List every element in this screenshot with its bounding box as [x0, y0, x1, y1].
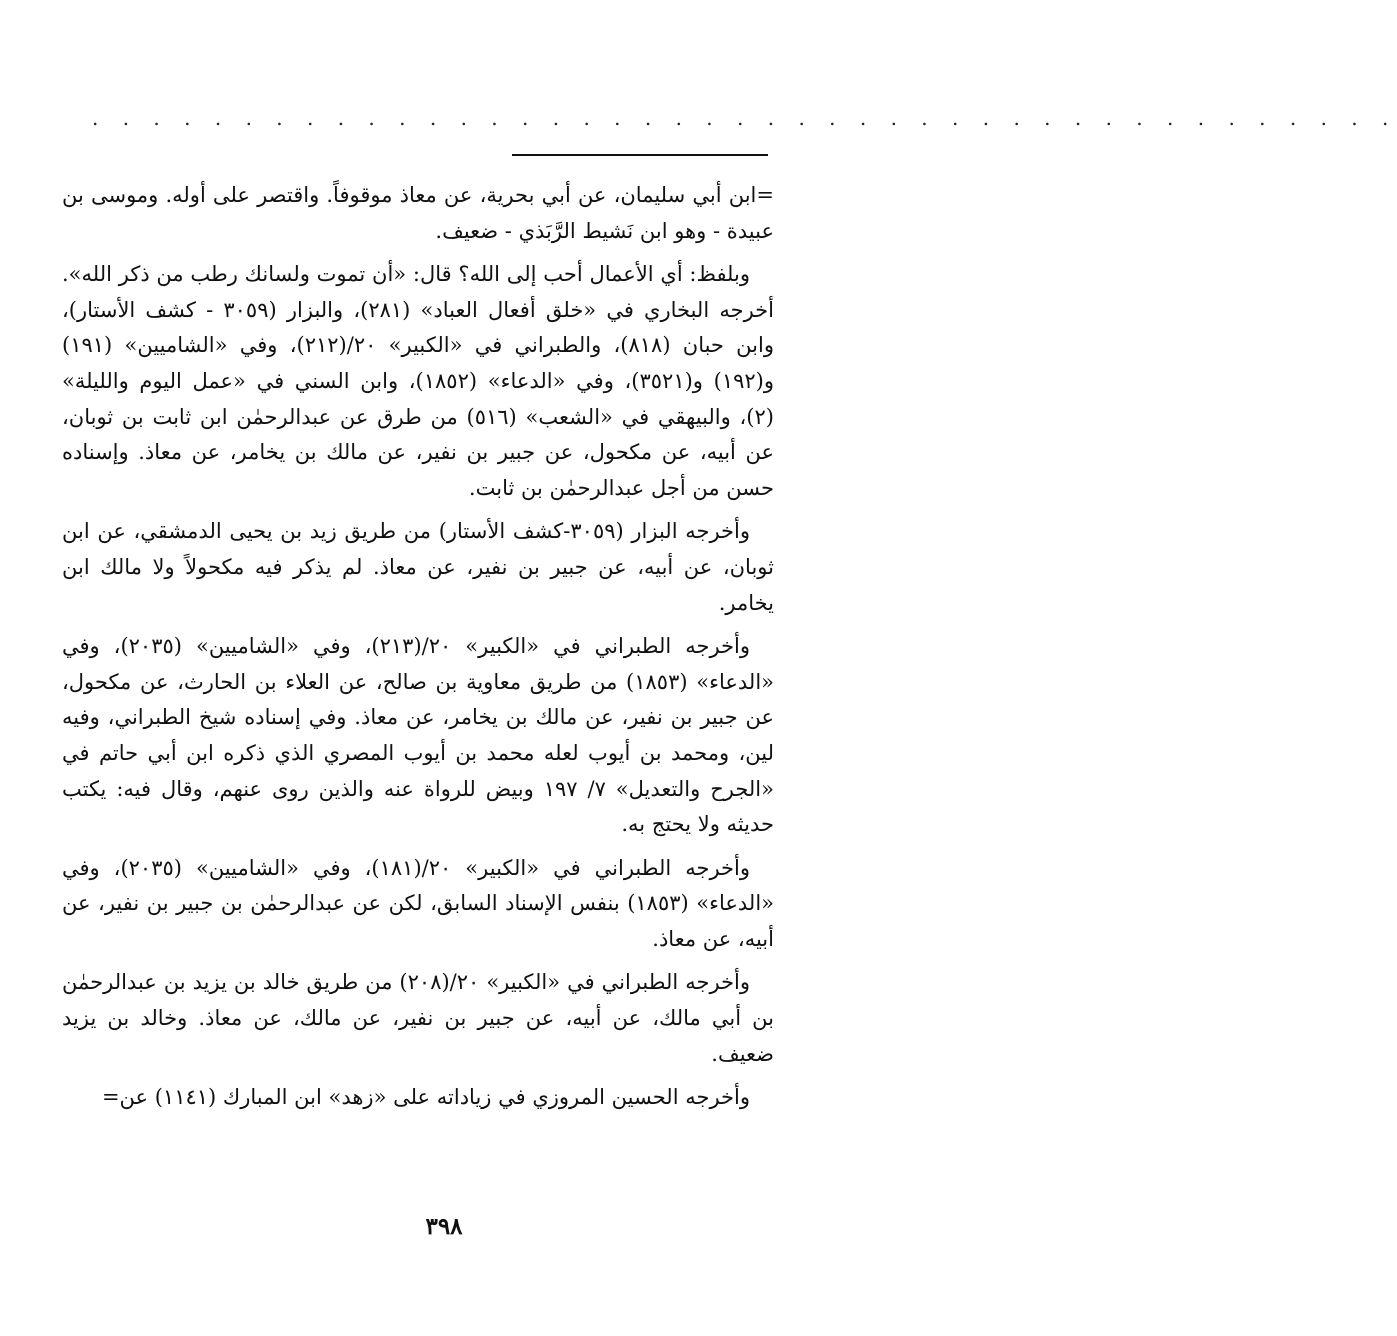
footnote-separator-rule	[512, 154, 768, 156]
footnote-paragraph-1: =ابن أبي سليمان، عن أبي بحرية، عن معاذ موقوفاً. واقتصر على أوله. وموسى بن عبيدة - وهو ابن نَشيط الرَّبَذي - ضعيف.	[62, 183, 774, 243]
footnote-text	[62, 178, 774, 1116]
footnote-paragraph-6: وأخرجه الطبراني في «الكبير» ٢٠/(٢٠٨) من طريق خالد بن يزيد بن عبدالرحمٰن بن أبي مالك، عن أبيه، عن جبير بن نفير، عن مالك، عن معاذ. وخالد بن يزيد ضعيف.	[62, 970, 774, 1066]
footnote-paragraph-7: وأخرجه الحسين المروزي في زياداته على «زهد» ابن المبارك (١١٤١) عن=	[101, 1085, 750, 1110]
footnote-paragraph-3: وأخرجه البزار (٣٠٥٩-كشف الأستار) من طريق زيد بن يحيى الدمشقي، عن ابن ثوبان، عن أبيه، عن جبير بن نفير، عن معاذ. لم يذكر فيه مكحولاً ولا مالك ابن يخامر.	[62, 519, 774, 615]
page-number: ٣٩٨	[425, 1213, 463, 1240]
header-dotted-line: . . . . . . . . . . . . . . . . . . . . . . . . . . . . . . . . . . . . . . . . . . .	[92, 106, 1397, 130]
footnote-paragraph-4: وأخرجه الطبراني في «الكبير» ٢٠/(٢١٣)، وفي «الشاميين» (٢٠٣٥)، وفي «الدعاء» (١٨٥٣) من طريق معاوية بن صالح، عن العلاء بن الحارث، عن مكحول، عن جبير بن نفير، عن مالك بن يخامر، عن معاذ. وفي إسناده شيخ الطبراني، وفيه لين، ومحمد بن أيوب لعله محمد بن أيوب المصري الذي ذكره ابن أبي حاتم في «الجرح والتعديل» ٧/ ١٩٧ وبيض للرواة عنه والذين روى عنهم، وقال فيه: يكتب حديثه ولا يحتج به.	[62, 634, 775, 837]
footnote-paragraph-5: وأخرجه الطبراني في «الكبير» ٢٠/(١٨١)، وفي «الشاميين» (٢٠٣٥)، وفي «الدعاء» (١٨٥٣) بنفس الإسناد السابق، لكن عن عبدالرحمٰن بن جبير بن نفير، عن أبيه، عن معاذ.	[62, 855, 774, 951]
footnote-paragraph-2: وبلفظ: أي الأعمال أحب إلى الله؟ قال: «أن تموت ولسانك رطب من ذكر الله». أخرجه البخاري في «خلق أفعال العباد» (٢٨١)، والبزار (٣٠٥٩ - كشف الأستار)، وابن حبان (٨١٨)، والطبراني في «الكبير» ٢٠/(٢١٢)، وفي «الشاميين» (١٩١) و(١٩٢) و(٣٥٢١)، وفي «الدعاء» (١٨٥٢)، وابن السني في «عمل اليوم والليلة» (٢)، والبيهقي في «الشعب» (٥١٦) من طرق عن عبدالرحمٰن ابن ثابت بن ثوبان، عن أبيه، عن مكحول، عن جبير بن نفير، عن مالك بن يخامر، عن معاذ. وإسناده حسن من أجل عبدالرحمٰن بن ثابت.	[62, 262, 774, 500]
